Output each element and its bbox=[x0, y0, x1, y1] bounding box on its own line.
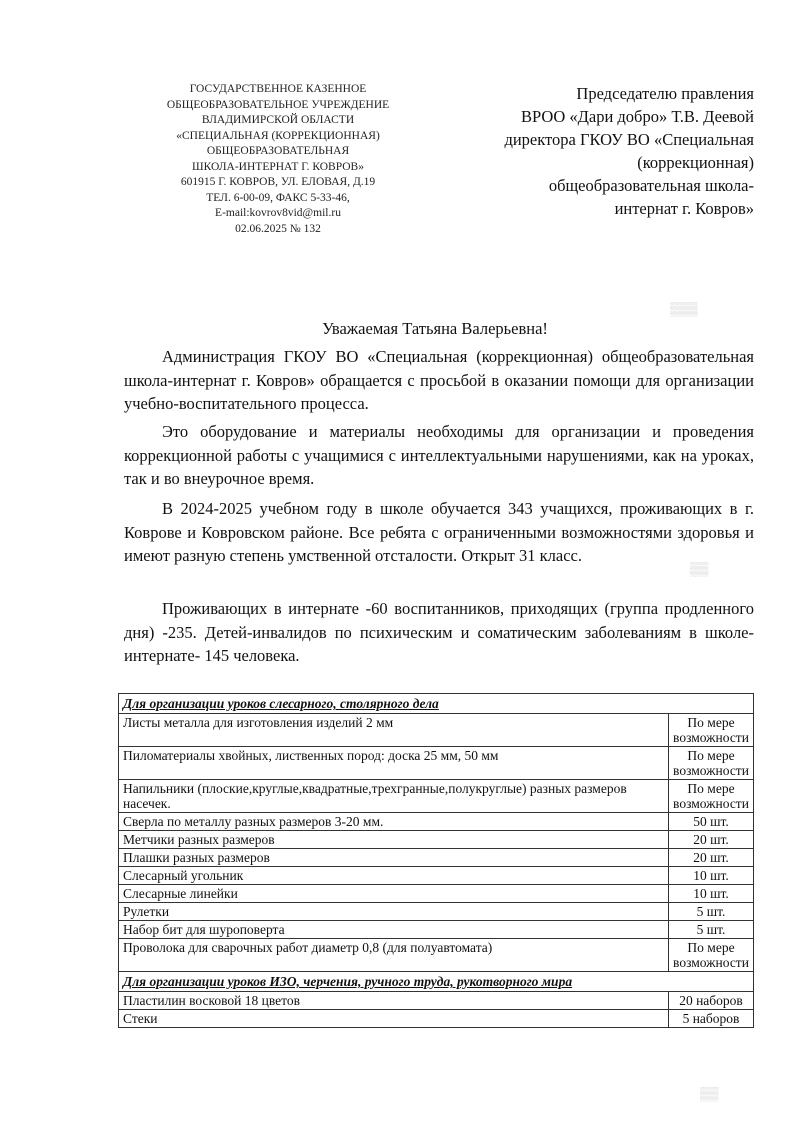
paragraph-text: Это оборудование и материалы необходимы для организации и проведения коррекционной работы с учащимися с интеллектуальными нарушениями, как на уроках, так и во внеурочное время. bbox=[124, 422, 754, 488]
table-row bbox=[119, 1010, 754, 1028]
table-row bbox=[119, 849, 754, 867]
table-section-header bbox=[119, 694, 754, 714]
item-cell: Сверла по металлу разных размеров 3-20 мм. bbox=[119, 813, 669, 831]
sender-line: ОБЩЕОБРАЗОВАТЕЛЬНОЕ УЧРЕЖДЕНИЕ bbox=[166, 98, 390, 111]
recipient-line: директора ГКОУ ВО «Специальная bbox=[504, 130, 754, 149]
paragraph-text: В 2024-2025 учебном году в школе обучается 343 учащихся, проживающих в г. Коврове и Ковровском районе. Все ребята с ограниченными возможностями здоровья и имеют разную степень умственной отсталости. Открыт 31 класс. bbox=[124, 499, 754, 565]
item-cell: Слесарный угольник bbox=[119, 867, 669, 885]
qty-cell: 5 шт. bbox=[669, 903, 754, 921]
body-paragraph bbox=[124, 497, 754, 568]
sender-line: ШКОЛА-ИНТЕРНАТ Г. КОВРОВ» bbox=[192, 160, 364, 173]
body-paragraph bbox=[124, 345, 754, 416]
recipient-line: общеобразовательная школа- bbox=[548, 176, 754, 195]
bleed-through-mark: ▒▒ bbox=[700, 1086, 719, 1101]
table-row bbox=[119, 903, 754, 921]
sender-line: ОБЩЕОБРАЗОВАТЕЛЬНАЯ bbox=[206, 145, 350, 157]
recipient-line: интернат г. Ковров» bbox=[614, 199, 754, 218]
qty-cell: По мере возможности bbox=[669, 939, 754, 972]
sender-header bbox=[128, 82, 428, 237]
table-row bbox=[119, 813, 754, 831]
table-row bbox=[119, 780, 754, 813]
table-row bbox=[119, 714, 754, 747]
qty-cell: 20 наборов bbox=[669, 992, 754, 1010]
table-row bbox=[119, 992, 754, 1010]
paragraph-text: Проживающих в интернате -60 воспитанников, приходящих (группа продленного дня) -235. Детей-инвалидов по психическим и соматическим заболеваниям в школе-интернате- 145 человека. bbox=[124, 599, 754, 665]
table-row bbox=[119, 921, 754, 939]
item-cell: Проволока для сварочных работ диаметр 0,8 (для полуавтомата) bbox=[119, 939, 669, 972]
table-row bbox=[119, 747, 754, 780]
qty-cell: 10 шт. bbox=[669, 885, 754, 903]
item-cell: Слесарные линейки bbox=[119, 885, 669, 903]
qty-cell: 5 наборов bbox=[669, 1010, 754, 1028]
sender-line: «СПЕЦИАЛЬНАЯ (КОРРЕКЦИОННАЯ) bbox=[176, 129, 380, 142]
item-cell: Плашки разных размеров bbox=[119, 849, 669, 867]
recipient-block bbox=[432, 82, 754, 220]
sender-address: 601915 Г. КОВРОВ, УЛ. ЕЛОВАЯ, Д.19 bbox=[180, 176, 376, 188]
greeting: Уважаемая Татьяна Валерьевна! bbox=[322, 319, 548, 338]
qty-cell: 10 шт. bbox=[669, 867, 754, 885]
table-row bbox=[119, 939, 754, 972]
item-cell: Метчики разных размеров bbox=[119, 831, 669, 849]
recipient-line: (коррекционная) bbox=[637, 153, 754, 172]
section-title: Для организации уроков ИЗО, черчения, ручного труда, рукотворного мира bbox=[119, 972, 754, 992]
body-paragraph bbox=[124, 420, 754, 491]
sender-email: E-mail:kovrov8vid@mil.ru bbox=[215, 207, 341, 219]
qty-cell: 50 шт. bbox=[669, 813, 754, 831]
qty-cell: По мере возможности bbox=[669, 780, 754, 813]
qty-cell: По мере возможности bbox=[669, 747, 754, 780]
qty-cell: 5 шт. bbox=[669, 921, 754, 939]
sender-line: ГОСУДАРСТВЕННОЕ КАЗЕННОЕ bbox=[189, 83, 367, 95]
table-section-header bbox=[119, 972, 754, 992]
paragraph-text: Администрация ГКОУ ВО «Специальная (коррекционная) общеобразовательная школа-интернат г. Ковров» обращается с просьбой в оказании помощи для организации учебно-воспитательного процесса. bbox=[124, 347, 754, 413]
table-row bbox=[119, 831, 754, 849]
section-title: Для организации уроков слесарного, столярного дела bbox=[119, 694, 754, 714]
item-cell: Пластилин восковой 18 цветов bbox=[119, 992, 669, 1010]
sender-line: ВЛАДИМИРСКОЙ ОБЛАСТИ bbox=[201, 114, 355, 126]
item-cell: Пиломатериалы хвойных, лиственных пород: доска 25 мм, 50 мм bbox=[119, 747, 669, 780]
letter-date-number: 02.06.2025 № 132 bbox=[235, 222, 321, 235]
item-cell: Набор бит для шуроповерта bbox=[119, 921, 669, 939]
table-row bbox=[119, 885, 754, 903]
bleed-through-mark: ▒▒▒ bbox=[670, 301, 698, 316]
recipient-line: ВРОО «Дари добро» Т.В. Деевой bbox=[521, 107, 754, 126]
table-row bbox=[119, 867, 754, 885]
recipient-line: Председателю правления bbox=[576, 84, 754, 103]
item-cell: Напильники (плоские,круглые,квадратные,трехгранные,полукруглые) разных размеров насечек. bbox=[119, 780, 669, 813]
body-paragraph bbox=[124, 597, 754, 668]
sender-phone: ТЕЛ. 6-00-09, ФАКС 5-33-46, bbox=[206, 191, 350, 204]
qty-cell: По мере возможности bbox=[669, 714, 754, 747]
item-cell: Стеки bbox=[119, 1010, 669, 1028]
bleed-through-mark: ▒▒ bbox=[690, 561, 709, 576]
item-cell: Листы металла для изготовления изделий 2 мм bbox=[119, 714, 669, 747]
qty-cell: 20 шт. bbox=[669, 831, 754, 849]
qty-cell: 20 шт. bbox=[669, 849, 754, 867]
supplies-table bbox=[118, 693, 754, 1028]
item-cell: Рулетки bbox=[119, 903, 669, 921]
